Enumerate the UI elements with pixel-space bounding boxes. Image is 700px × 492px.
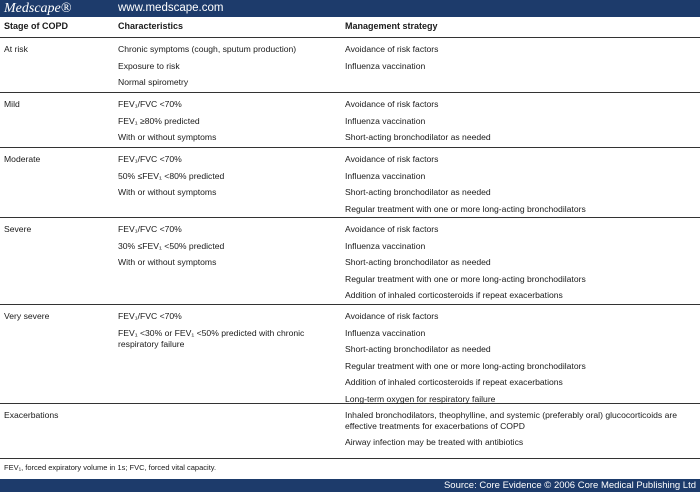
characteristic-item: FEV₁/FVC <70%: [118, 311, 182, 321]
management-cell: [345, 410, 695, 454]
management-cell: [345, 44, 695, 77]
column-header-characteristics: Characteristics: [118, 21, 184, 31]
brand-logo: Medscape®: [4, 1, 72, 16]
characteristics-cell: [118, 224, 224, 274]
management-item: Short-acting bronchodilator as needed: [345, 187, 491, 198]
characteristic-item: FEV₁/FVC <70%: [118, 99, 182, 109]
column-header-management: Management strategy: [345, 21, 438, 31]
stage-cell: Moderate: [4, 154, 41, 164]
management-item: Airway infection may be treated with antibiotics: [345, 437, 524, 447]
characteristic-item: 50% ≤FEV₁ <80% predicted: [118, 170, 225, 181]
table-row: [0, 148, 700, 218]
table-row: [0, 38, 700, 93]
management-item: Avoidance of risk factors: [345, 99, 439, 109]
characteristic-item: FEV₁ <30% or FEV₁ <50% predicted with chronic respiratory failure: [118, 327, 305, 349]
column-header-stage: Stage of COPD: [4, 21, 69, 31]
table-row: [0, 305, 700, 404]
management-item: Avoidance of risk factors: [345, 224, 439, 234]
characteristic-item: With or without symptoms: [118, 132, 217, 143]
management-item: Influenza vaccination: [345, 115, 426, 126]
stage-cell: Exacerbations: [4, 410, 59, 420]
management-item: Short-acting bronchodilator as needed: [345, 257, 491, 268]
management-item: Long-term oxygen for respiratory failure: [345, 393, 496, 404]
characteristics-cell: [118, 99, 216, 149]
management-item: Influenza vaccination: [345, 60, 426, 71]
characteristic-item: Normal spirometry: [118, 77, 189, 88]
characteristic-item: FEV₁/FVC <70%: [118, 154, 182, 164]
management-cell: [345, 224, 695, 307]
management-item: Avoidance of risk factors: [345, 44, 439, 54]
footer-bar: [0, 479, 700, 492]
table-row: [0, 404, 700, 459]
stage-cell: Very severe: [4, 311, 50, 321]
management-item: Influenza vaccination: [345, 170, 426, 181]
characteristic-item: Chronic symptoms (cough, sputum production): [118, 44, 297, 54]
characteristics-cell: [118, 154, 224, 204]
management-cell: [345, 154, 695, 220]
management-item: Addition of inhaled corticosteroids if repeat exacerbations: [345, 377, 563, 388]
table-row: [0, 218, 700, 305]
stage-cell: Mild: [4, 99, 20, 109]
characteristic-item: With or without symptoms: [118, 187, 217, 198]
table-header: [0, 17, 700, 38]
characteristic-item: With or without symptoms: [118, 257, 217, 268]
management-item: Short-acting bronchodilator as needed: [345, 132, 491, 143]
management-item: Inhaled bronchodilators, theophylline, and systemic (preferably oral) glucocorticoids are effective treatments for exacerbations of COPD: [345, 410, 677, 431]
stage-cell: At risk: [4, 44, 28, 54]
characteristics-cell: [118, 44, 296, 94]
characteristic-item: FEV₁/FVC <70%: [118, 224, 182, 234]
management-item: Regular treatment with one or more long-acting bronchodilators: [345, 203, 586, 214]
management-cell: [345, 311, 695, 411]
characteristic-item: FEV₁ ≥80% predicted: [118, 115, 200, 126]
management-item: Influenza vaccination: [345, 240, 426, 251]
site-url[interactable]: www.medscape.com: [118, 2, 224, 14]
management-item: Avoidance of risk factors: [345, 154, 439, 164]
management-cell: [345, 99, 695, 149]
source-credit: Source: Core Evidence © 2006 Core Medical Publishing Ltd: [443, 480, 696, 491]
stage-cell: Severe: [4, 224, 32, 234]
header-bar: [0, 0, 700, 17]
footnote: FEV₁, forced expiratory volume in 1s; FVC, forced vital capacity.: [4, 463, 217, 472]
management-item: Regular treatment with one or more long-acting bronchodilators: [345, 360, 586, 371]
characteristic-item: 30% ≤FEV₁ <50% predicted: [118, 240, 225, 251]
management-item: Influenza vaccination: [345, 327, 426, 338]
management-item: Regular treatment with one or more long-acting bronchodilators: [345, 273, 586, 284]
characteristics-cell: [118, 311, 340, 355]
table-row: [0, 93, 700, 148]
characteristic-item: Exposure to risk: [118, 60, 180, 71]
management-item: Avoidance of risk factors: [345, 311, 439, 321]
management-item: Short-acting bronchodilator as needed: [345, 344, 491, 355]
management-item: Addition of inhaled corticosteroids if repeat exacerbations: [345, 290, 563, 301]
